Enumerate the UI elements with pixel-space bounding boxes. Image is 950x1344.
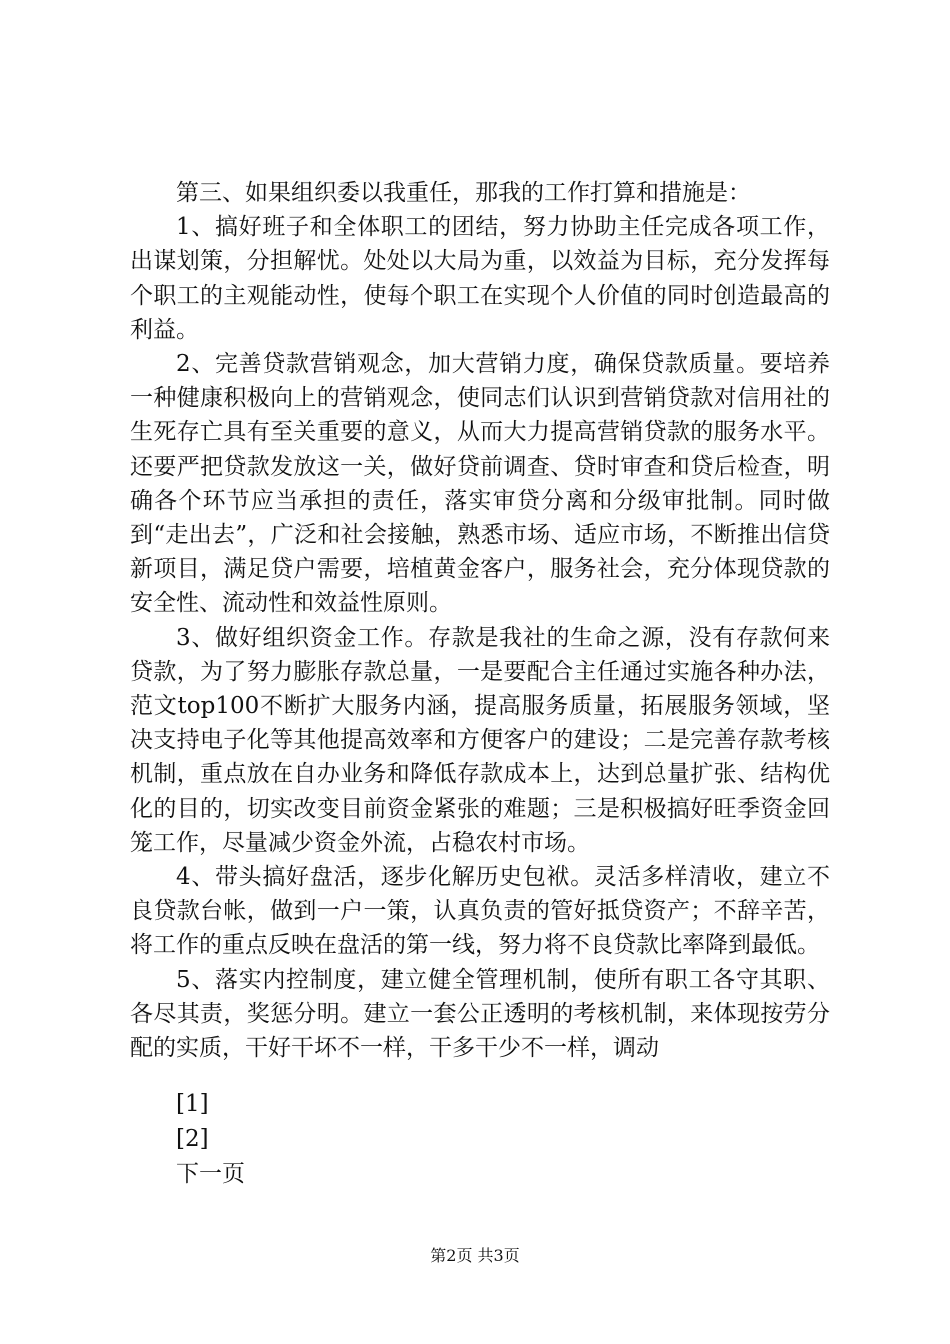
page-link-1[interactable]: [1] xyxy=(176,1091,209,1117)
page-link-2[interactable]: [2] xyxy=(176,1126,209,1152)
paragraph-intro: 第三、如果组织委以我重任，那我的工作打算和措施是： xyxy=(176,180,751,206)
paragraph-item-1: 1、搞好班子和全体职工的团结，努力协助主任完成各项工作，出谋划策，分担解忧。处处以大局为重，以效益为目标，充分发挥每个职工的主观能动性，使每个职工在实现个人价值的同时创造最高的利益。 xyxy=(130,214,830,343)
next-page-link[interactable]: 下一页 xyxy=(176,1161,245,1187)
paragraph-item-2: 2、完善贷款营销观念，加大营销力度，确保贷款质量。要培养一种健康积极向上的营销观念，使同志们认识到营销贷款对信用社的生死存亡具有至关重要的意义，从而大力提高营销贷款的服务水平。还要严把贷款发放这一关，做好贷前调查、贷时审查和贷后检查，明确各个环节应当承担的责任，落实审贷分离和分级审批制。同时做到“走出去”，广泛和社会接触，熟悉市场、适应市场，不断推出信贷新项目，满足贷户需要，培植黄金客户，服务社会，充分体现贷款的安全性、流动性和效益性原则。 xyxy=(130,351,830,617)
page-footer: 第2页 共3页 xyxy=(430,1246,520,1265)
paragraph-item-4: 4、带头搞好盘活，逐步化解历史包袱。灵活多样清收，建立不良贷款台帐，做到一户一策，认真负责的管好抵贷资产；不辞辛苦，将工作的重点反映在盘活的第一线，努力将不良贷款比率降到最低。 xyxy=(130,864,830,959)
paragraph-item-3: 3、做好组织资金工作。存款是我社的生命之源，没有存款何来贷款，为了努力膨胀存款总量，一是要配合主任通过实施各种办法，范文top100不断扩大服务内涵，提高服务质量，拓展服务领域，坚决支持电子化等其他提高效率和方便客户的建设；二是完善存款考核机制，重点放在自办业务和降低存款成本上，达到总量扩张、结构优化的目的，切实改变目前资金紧张的难题；三是积极搞好旺季资金回笼工作，尽量减少资金外流，占稳农村市场。 xyxy=(130,624,830,856)
paragraph-item-5: 5、落实内控制度，建立健全管理机制，使所有职工各守其职、各尽其责，奖惩分明。建立一套公正透明的考核机制，来体现按劳分配的实质，干好干坏不一样，干多干少不一样，调动 xyxy=(130,966,830,1062)
document-body xyxy=(130,176,830,1065)
pagination-links xyxy=(176,1087,245,1192)
